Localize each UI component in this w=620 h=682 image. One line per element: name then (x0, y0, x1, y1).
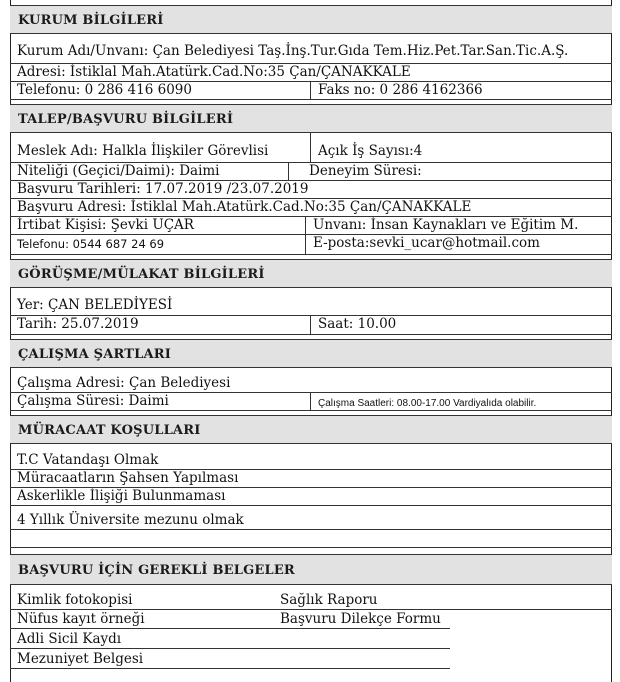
section-title: TALEP/BAŞVURU BİLGİLERİ (18, 112, 234, 127)
kurum-telefon-row (10, 82, 612, 100)
kurum-telefon: Telefonu: 0 286 416 6090 (17, 82, 192, 98)
muracaat-item: Askerlikle İlişiği Bulunmaması (17, 488, 226, 504)
muracaat-item-row (10, 470, 612, 488)
basvuru-adresi: Başvuru Adresi: İstiklal Mah.Atatürk.Cad.No:35 Çan/ÇANAKKALE (17, 199, 472, 215)
kurum-adi: Kurum Adı/Unvanı: Çan Belediyesi Taş.İnş.Tur.Gıda Tem.Hiz.Pet.Tar.San.Tic.A.Ş. (17, 43, 569, 59)
calisma-suresi: Çalışma Süresi: Daimi (17, 393, 169, 409)
belge-saglik: Sağlık Raporu (280, 592, 378, 608)
application-form (10, 0, 612, 682)
belge-dilekce: Başvuru Dilekçe Formu (280, 611, 441, 627)
muracaat-empty-row (10, 530, 612, 548)
muracaat-item: 4 Yıllık Üniversite mezunu olmak (17, 512, 244, 528)
section-title: KURUM BİLGİLERİ (18, 13, 164, 28)
kurum-faks: Faks no: 0 286 4162366 (310, 82, 612, 99)
section-title: BAŞVURU İÇİN GEREKLİ BELGELER (18, 563, 295, 578)
kurum-adres: Adresi: İstiklal Mah.Atatürk.Cad.No:35 Çan/ÇANAKKALE (17, 64, 411, 80)
niteligi: Niteliği (Geçici/Daimi): Daimi (17, 163, 220, 179)
section-muracaat-header (10, 415, 612, 444)
calisma-sure-row (10, 393, 612, 411)
section-title: GÖRÜŞME/MÜLAKAT BİLGİLERİ (18, 267, 265, 282)
muracaat-item-row (10, 488, 612, 506)
irtibat-unvani: Unvanı: İnsan Kaynakları ve Eğitim M. (305, 217, 612, 234)
talep-iletisim-row (10, 235, 612, 255)
belgeler-divider (10, 648, 450, 649)
eposta[interactable]: E-posta:sevki_ucar@hotmail.com (305, 235, 612, 254)
calisma-adres-row (10, 368, 612, 393)
section-gorusme-header (10, 259, 612, 288)
calisma-adresi: Çalışma Adresi: Çan Belediyesi (17, 375, 231, 391)
kurum-adi-row (10, 34, 612, 64)
belgeler-divider (10, 609, 612, 610)
gorusme-saati: Saat: 10.00 (310, 316, 612, 334)
section-title: MÜRACAAT KOŞULLARI (18, 423, 201, 438)
belgeler-divider (10, 628, 450, 629)
section-belgeler-header (10, 554, 612, 585)
deneyim-suresi: Deneyim Süresi: (288, 163, 612, 180)
calisma-saatleri: Çalışma Saatleri: 08.00-17.00 Vardiyalıda olabilir. (310, 393, 612, 410)
irtibat-telefonu: Telefonu: 0544 687 24 69 (17, 237, 165, 251)
talep-nitelik-row (10, 163, 612, 181)
talep-meslek-row (10, 133, 612, 163)
belge-adli: Adli Sicil Kaydı (17, 631, 122, 647)
section-title: ÇALIŞMA ŞARTLARI (18, 347, 172, 362)
section-talep-header (10, 104, 612, 133)
gorusme-yeri: Yer: ÇAN BELEDİYESİ (17, 297, 173, 313)
talep-adres-row (10, 199, 612, 217)
muracaat-item-row (10, 506, 612, 530)
acik-is-sayisi: Açık İş Sayısı:4 (310, 133, 612, 162)
belgeler-divider (10, 668, 450, 669)
muracaat-item: Müracaatların Şahsen Yapılması (17, 470, 239, 486)
section-calisma-header (10, 339, 612, 368)
section-kurum-header (10, 5, 612, 34)
belge-mezuniyet: Mezuniyet Belgesi (17, 651, 144, 667)
muracaat-item-row (10, 444, 612, 470)
talep-tarihler-row (10, 181, 612, 199)
irtibat-kisisi: İrtibat Kişisi: Şevki UÇAR (17, 217, 194, 233)
gorusme-tarihi: Tarih: 25.07.2019 (17, 316, 139, 332)
kurum-adres-row (10, 64, 612, 82)
talep-irtibat-row (10, 217, 612, 235)
muracaat-item: T.C Vatandaşı Olmak (17, 452, 159, 468)
meslek-adi: Meslek Adı: Halkla İlişkiler Görevlisi (17, 143, 269, 159)
gorusme-tarih-row (10, 316, 612, 335)
belge-kimlik: Kimlik fotokopisi (17, 592, 133, 608)
basvuru-tarihleri: Başvuru Tarihleri: 17.07.2019 /23.07.2019 (17, 181, 309, 197)
belge-nufus: Nüfus kayıt örneği (17, 611, 145, 627)
gorusme-yer-row (10, 288, 612, 316)
